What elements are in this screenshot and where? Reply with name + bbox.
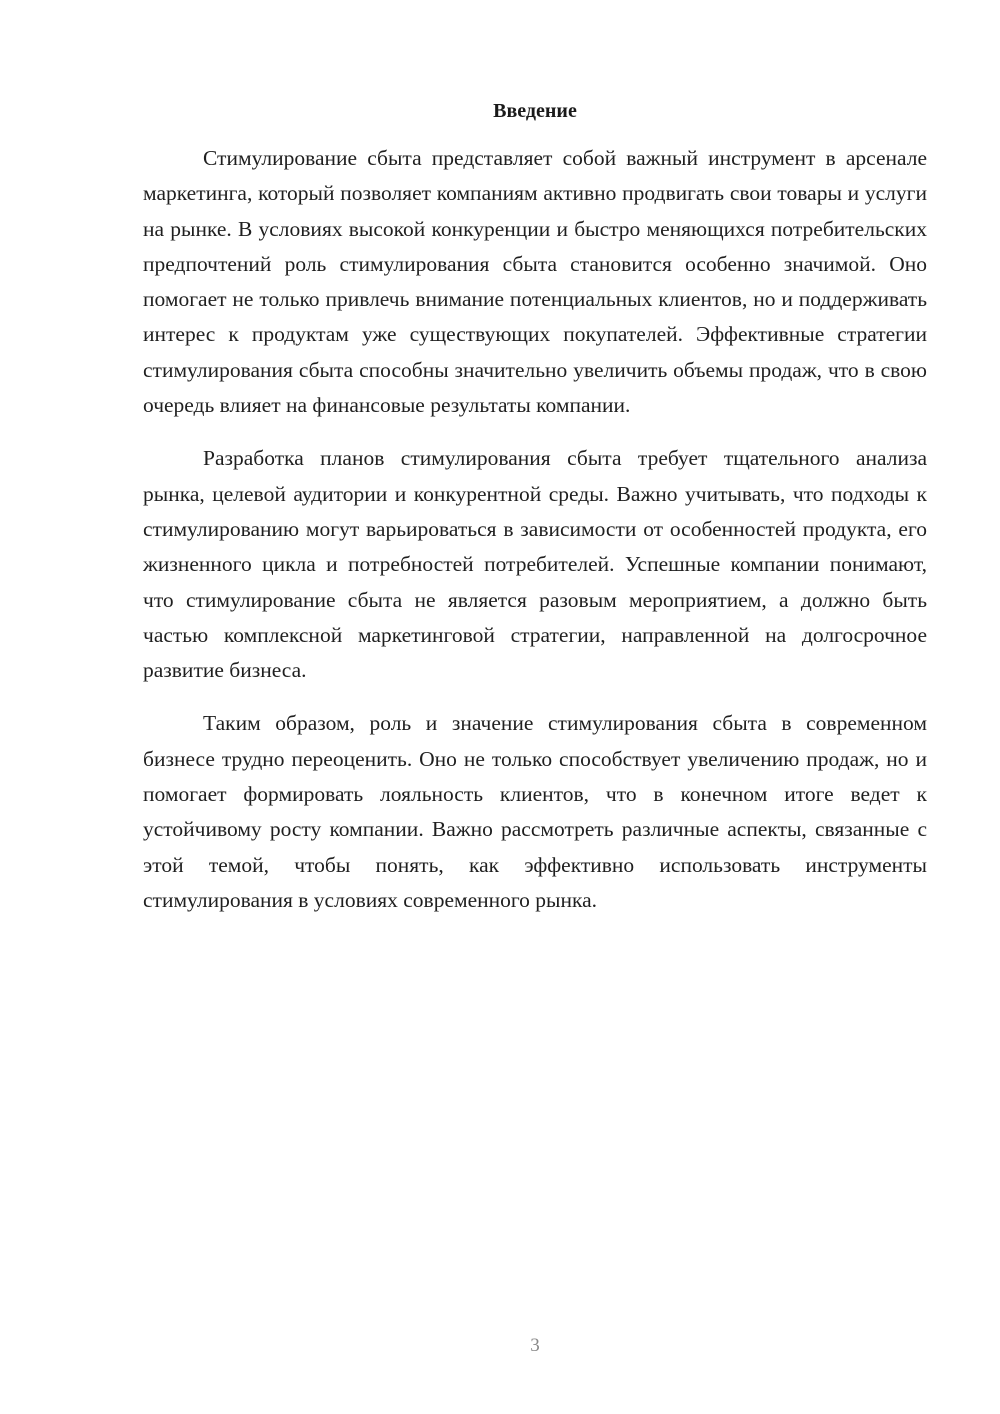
paragraph: Стимулирование сбыта представляет собой важный инструмент в арсенале маркетинга, который позволяет компаниям активно продвигать свои товары и услуги на рынке. В условиях высокой конкуренции и быстро меняющихся потребительских предпочтений роль стимулирования сбыта становится особенно значимой. Оно помогает не только привлечь внимание потенциальных клиентов, но и поддерживать интерес к продуктам уже существующих покупателей. Эффективные стратегии стимулирования сбыта способны значительно увеличить объемы продаж, что в свою очередь влияет на финансовые результаты компании. xyxy=(143,146,927,418)
body-text xyxy=(143,141,927,936)
paragraph: Таким образом, роль и значение стимулирования сбыта в современном бизнесе трудно переоценить. Оно не только способствует увеличению продаж, но и помогает формировать лояльность клиентов, что в конечном итоге ведет к устойчивому росту компании. Важно рассмотреть различные аспекты, связанные с этой темой, чтобы понять, как эффективно использовать инструменты стимулирования в условиях современного рынка. xyxy=(143,711,927,912)
page-number: 3 xyxy=(530,1335,540,1356)
paragraph: Разработка планов стимулирования сбыта требует тщательного анализа рынка, целевой аудитории и конкурентной среды. Важно учитывать, что подходы к стимулированию могут варьироваться в зависимости от особенностей продукта, его жизненного цикла и потребностей потребителей. Успешные компании понимают, что стимулирование сбыта не является разовым мероприятием, а должно быть частью комплексной маркетинговой стратегии, направленной на долгосрочное развитие бизнеса. xyxy=(143,446,927,683)
section-title: Введение xyxy=(493,100,577,122)
